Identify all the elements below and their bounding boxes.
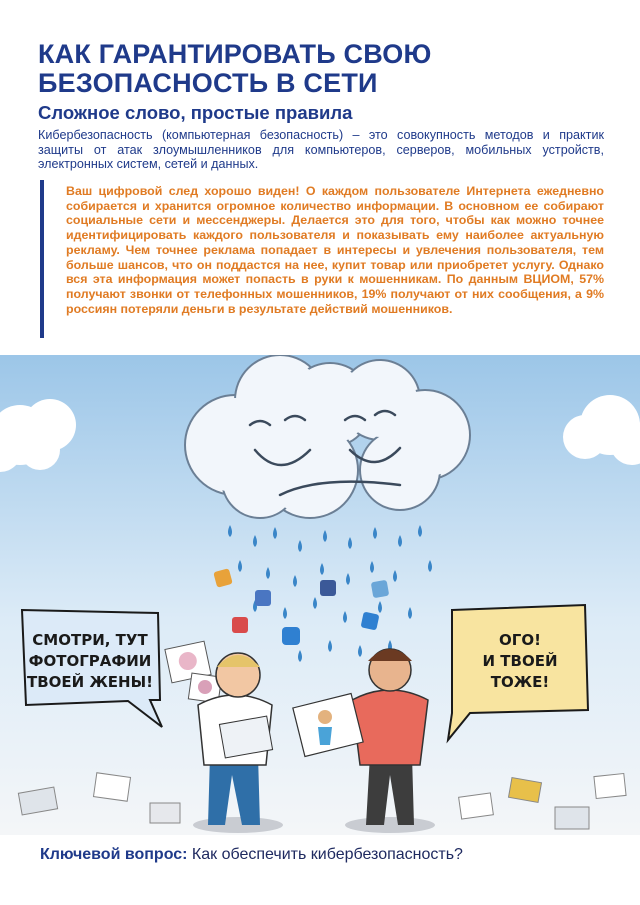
title-line-2: БЕЗОПАСНОСТЬ В СЕТИ xyxy=(38,68,378,98)
bubble-right-line-3: ТОЖЕ! xyxy=(490,673,550,691)
quote-paragraph: Ваш цифровой след хорошо виден! О каждом пользователе Интернета ежедневно собирается и хранится огромное количество информации. В основном ее собирают социальные сети и мессенджеры. Делается это для того, чтобы как можно точнее идентифицировать каждого пользователя и показывать ему наиболее актуальную рекламу. Чем точнее реклама попадает в интересы и увлечения пользователя, тем больше шансов, что он поддастся на нее, купит товар или приобретет услугу. Однако вся эта информация может попасть в руки к мошенникам. По данным ВЦИОМ, 57% получают звонки от телефонных мошенников, 19% получают от них сообщения, а 9% россиян потеряли деньги в результате действий мошенников. xyxy=(66,184,604,316)
bubble-right-line-2: И ТВОЕЙ xyxy=(482,652,558,670)
bubble-left-line-1: СМОТРИ, ТУТ xyxy=(32,631,148,649)
intro-paragraph: Кибербезопасность (компьютерная безопасность) – это совокупность методов и практик защиты от атак злоумышленников для компьютеров, серверов, мобильных устройств, электронных систем, сетей и данных. xyxy=(38,128,604,172)
quote-bar xyxy=(40,180,44,338)
cartoon-illustration xyxy=(0,355,640,835)
page-title xyxy=(38,40,618,98)
bubble-left-line-2: ФОТОГРАФИИ xyxy=(28,652,152,670)
key-question xyxy=(40,846,463,864)
subtitle: Сложное слово, простые правила xyxy=(38,102,353,123)
key-question-text: Как обеспечить кибербезопасность? xyxy=(187,846,463,863)
bubble-right-line-1: ОГО! xyxy=(499,631,541,649)
bubble-left-line-3: ТВОЕЙ ЖЕНЫ! xyxy=(27,673,153,691)
key-question-label: Ключевой вопрос: xyxy=(40,846,188,863)
title-line-1: КАК ГАРАНТИРОВАТЬ СВОЮ xyxy=(38,39,432,69)
